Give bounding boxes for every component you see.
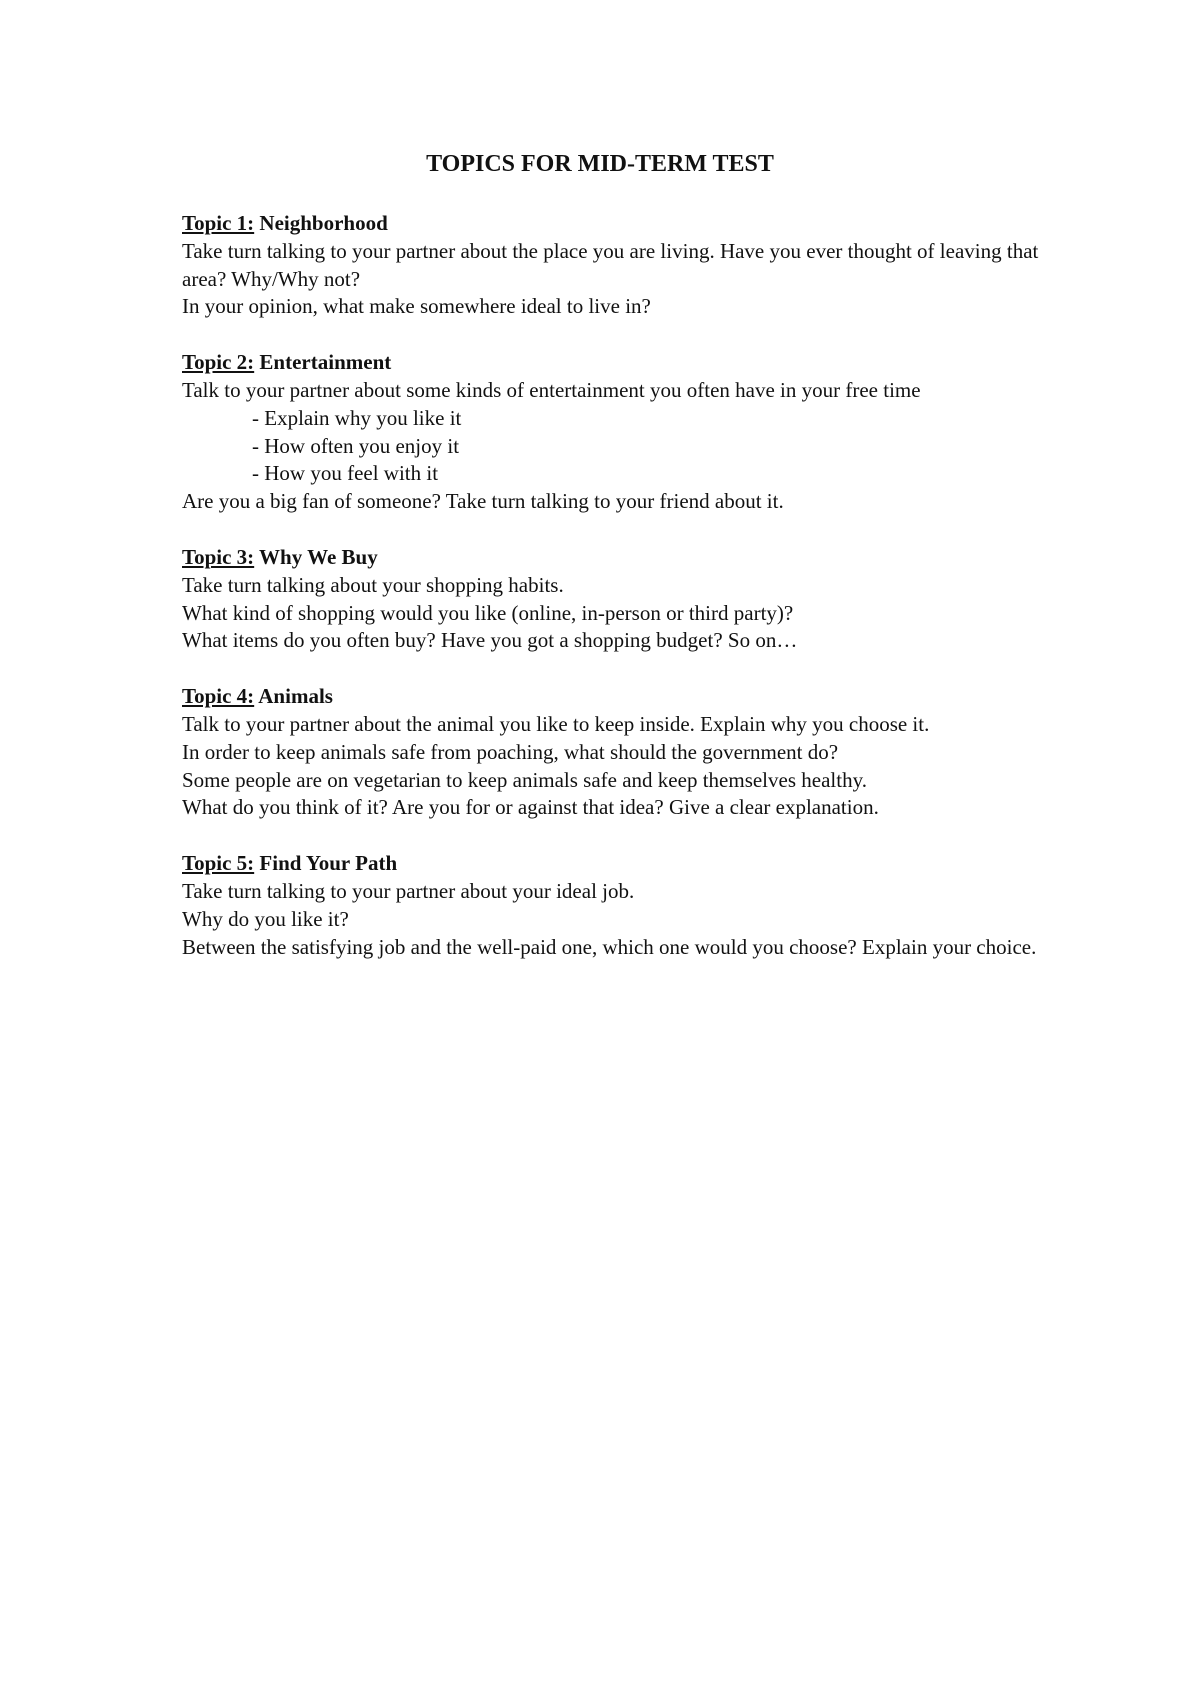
topic-1 <box>182 210 1082 321</box>
topic-text: In your opinion, what make somewhere ideal to live in? <box>182 294 651 319</box>
topic-text: What do you think of it? Are you for or against that idea? Give a clear explanation. <box>182 795 879 820</box>
topic-3 <box>182 544 1082 655</box>
topic-name: Find Your Path <box>259 851 398 876</box>
bullet-item: - How often you enjoy it <box>252 433 460 458</box>
topic-heading <box>182 210 1082 238</box>
topic-name: Animals <box>258 684 333 709</box>
topic-text: Take turn talking to your partner about your ideal job. <box>182 878 635 903</box>
document-title: TOPICS FOR MID-TERM TEST <box>426 151 774 177</box>
topic-text: In order to keep animals safe from poaching, what should the government do? <box>182 739 839 764</box>
topic-label: Topic 3: <box>182 544 255 569</box>
topic-name: Entertainment <box>259 350 392 375</box>
bullet-item: - How you feel with it <box>252 461 439 486</box>
topic-2 <box>182 349 1082 516</box>
topic-name: Neighborhood <box>259 211 388 235</box>
topic-label: Topic 5: <box>182 851 255 876</box>
topic-label: Topic 2: <box>182 350 255 375</box>
topic-heading <box>182 850 1082 878</box>
topic-text: What kind of shopping would you like (online, in-person or third party)? <box>182 600 794 625</box>
topic-label: Topic 1: <box>182 211 255 235</box>
topic-text: Talk to your partner about the animal you like to keep inside. Explain why you choose it. <box>182 711 930 736</box>
topic-text: Take turn talking to your partner about the place you are living. Have you ever thought of leaving that area? Why/Why not? <box>182 238 1039 291</box>
topic-text: Between the satisfying job and the well-paid one, which one would you choose? Explain your choice. <box>182 934 1037 959</box>
topic-text: Are you a big fan of someone? Take turn talking to your friend about it. <box>182 489 784 514</box>
topic-text: Talk to your partner about some kinds of entertainment you often have in your free time <box>182 377 921 402</box>
topic-name: Why We Buy <box>259 544 378 569</box>
topic-text: Why do you like it? <box>182 906 349 931</box>
topics-list <box>182 210 1082 989</box>
topic-heading <box>182 544 1082 572</box>
topic-text: Some people are on vegetarian to keep animals safe and keep themselves healthy. <box>182 767 867 792</box>
bullet-item: - Explain why you like it <box>252 405 462 430</box>
topic-5 <box>182 850 1082 961</box>
topic-4 <box>182 683 1082 822</box>
topic-heading <box>182 349 1082 377</box>
topic-text: Take turn talking about your shopping habits. <box>182 572 564 597</box>
topic-label: Topic 4: <box>182 684 255 709</box>
topic-heading <box>182 683 1082 711</box>
topic-text: What items do you often buy? Have you got a shopping budget? So on… <box>182 628 798 653</box>
